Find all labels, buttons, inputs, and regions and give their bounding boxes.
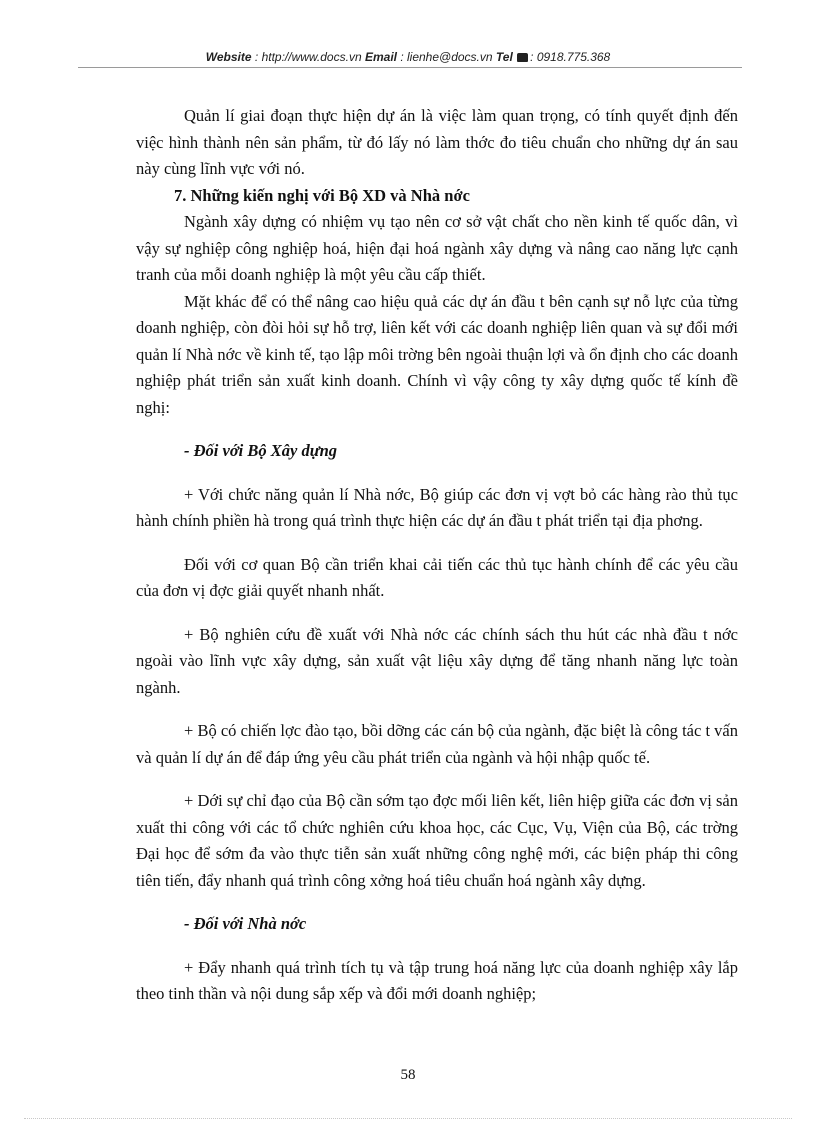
subheading-ministry: - Đối với Bộ Xây dựng: [184, 441, 338, 460]
paragraph-7: + Bộ có chiến lợc đào tạo, bồi dỡng các cán bộ của ngành, đặc biệt là công tác t vấn và quản lí dự án để đáp ứng yêu cầu phát triển của ngành và hội nhập quốc tế.: [136, 721, 738, 767]
bottom-divider: [24, 1118, 792, 1119]
paragraph-5: Đối với cơ quan Bộ cần triển khai cải tiến các thủ tục hành chính để các yêu cầu của đơn vị đợc giải quyết nhanh nhất.: [136, 554, 738, 600]
email-label: Email: [364, 50, 397, 64]
header-divider: [78, 67, 742, 68]
phone-icon: [517, 53, 528, 62]
website-value: : http://www.docs.vn: [254, 50, 362, 64]
email-value: : lienhe@docs.vn: [400, 50, 493, 64]
page-header: [0, 50, 816, 64]
section-heading-7: 7. Những kiến nghị với Bộ XD và Nhà nớc: [174, 185, 470, 205]
paragraph-6: + Bộ nghiên cứu đề xuất với Nhà nớc các chính sách thu hút các nhà đầu t nớc ngoài vào lĩnh vực xây dựng, sản xuất vật liệu xây dựng để tăng nhanh năng lực toàn ngành.: [136, 624, 738, 697]
paragraph-8: + Dới sự chỉ đạo của Bộ cần sớm tạo đợc mối liên kết, liên hiệp giữa các đơn vị sản xuất thi công với các tổ chức nghiên cứu khoa học, các Cục, Vụ, Viện của Bộ, các trờng Đại học để sớm đa vào thực tiễn sản xuất những công nghệ mới, các biện pháp thi công tiên tiến, đẩy nhanh quá trình công xởng hoá tiêu chuẩn hoá ngành xây dựng.: [136, 791, 738, 890]
paragraph-4: + Với chức năng quản lí Nhà nớc, Bộ giúp các đơn vị vợt bỏ các hàng rào thủ tục hành chính phiền hà trong quá trình thực hiện các dự án đầu t phát triển tại địa phơng.: [136, 484, 738, 530]
paragraph-3: Mặt khác để có thể nâng cao hiệu quả các dự án đầu t bên cạnh sự nỗ lực của từng doanh nghiệp, còn đòi hỏi sự hỗ trợ, liên kết với các doanh nghiệp liên quan và sự đổi mới quản lí Nhà nớc về kinh tế, tạo lập môi trờng bên ngoài thuận lợi và ổn định cho các doanh nghiệp phát triển sản xuất kinh doanh. Chính vì vậy công ty xây dựng quốc tế kính đề nghị:: [136, 291, 738, 417]
paragraph-9: + Đẩy nhanh quá trình tích tụ và tập trung hoá năng lực của doanh nghiệp xây lắp theo tinh thần và nội dung sắp xếp và đổi mới doanh nghiệp;: [136, 957, 738, 1003]
website-label: Website: [205, 50, 252, 64]
paragraph-2: Ngành xây dựng có nhiệm vụ tạo nên cơ sở vật chất cho nền kinh tế quốc dân, vì vậy sự nghiệp công nghiệp hoá, hiện đại hoá ngành xây dựng và nâng cao năng lực cạnh tranh của mỗi doanh nghiệp là một yêu cầu cấp thiết.: [136, 212, 738, 284]
tel-value: : 0918.775.368: [530, 50, 611, 64]
paragraph-1: Quản lí giai đoạn thực hiện dự án là việc làm quan trọng, có tính quyết định đến việc hình thành nên sản phẩm, từ đó lấy nó làm thớc đo tiêu chuẩn cho những dự án sau này cùng lĩnh vực với nó.: [136, 106, 738, 178]
subheading-state: - Đối với Nhà nớc: [184, 914, 307, 933]
page-content: [136, 103, 738, 1008]
page-number: 58: [400, 1067, 416, 1083]
tel-label: Tel: [495, 50, 513, 64]
